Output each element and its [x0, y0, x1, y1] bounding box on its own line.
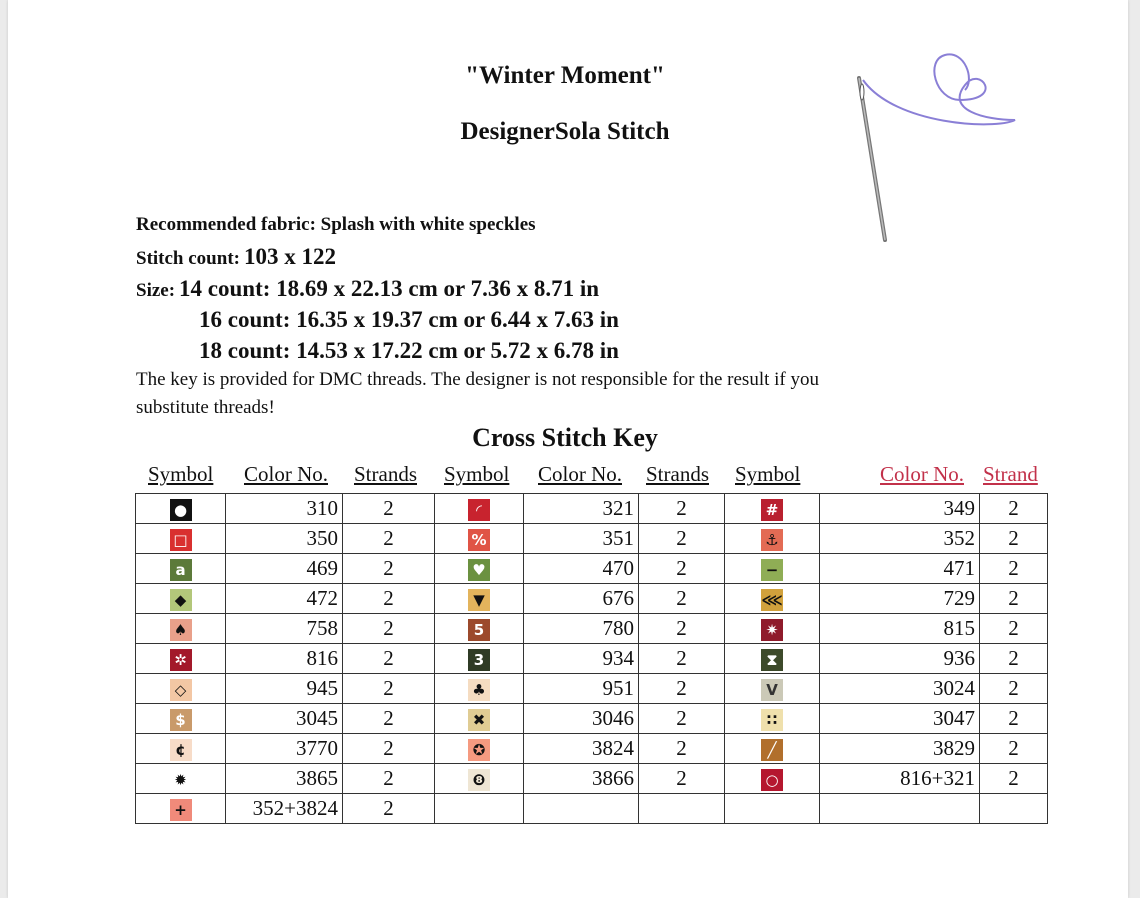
symbol-cell	[136, 554, 226, 584]
color-number-cell	[820, 794, 980, 824]
symbol-cell	[136, 764, 226, 794]
strands-cell: 2	[343, 554, 435, 584]
color-number-cell: 3866	[524, 764, 639, 794]
color-number-cell: 780	[524, 614, 639, 644]
symbol-cell	[136, 674, 226, 704]
header-color-1: Color No.	[244, 462, 328, 486]
symbol-cell	[136, 794, 226, 824]
strands-cell: 2	[343, 704, 435, 734]
stitch-symbol-icon: ◇	[170, 679, 192, 701]
symbol-cell	[136, 584, 226, 614]
color-number-cell: 472	[226, 584, 343, 614]
strands-cell: 2	[639, 494, 725, 524]
size-16-value: 16 count: 16.35 x 19.37 cm or 6.44 x 7.63 in	[199, 307, 619, 332]
stitch-symbol-icon: a	[170, 559, 192, 581]
strands-cell: 2	[980, 734, 1048, 764]
color-number-cell: 815	[820, 614, 980, 644]
thread-note	[136, 366, 996, 422]
stitch-symbol-icon: −	[761, 559, 783, 581]
header-color-2: Color No.	[538, 462, 622, 486]
symbol-cell	[725, 614, 820, 644]
stitch-symbol-icon: ✖	[468, 709, 490, 731]
strands-cell: 2	[980, 524, 1048, 554]
symbol-cell	[725, 674, 820, 704]
strands-cell: 2	[980, 764, 1048, 794]
header-symbol-3: Symbol	[735, 462, 801, 486]
strands-cell: 2	[980, 554, 1048, 584]
strands-cell: 2	[639, 584, 725, 614]
stitch-symbol-icon: ▼	[468, 589, 490, 611]
stitch-symbol-icon: #	[761, 499, 783, 521]
strands-cell: 2	[639, 734, 725, 764]
stitch-symbol-icon: ◜	[468, 499, 490, 521]
stitch-symbol-icon: ⧗	[761, 649, 783, 671]
color-number-cell: 471	[820, 554, 980, 584]
strands-cell: 2	[639, 764, 725, 794]
stitch-count-value: 103 x 122	[243, 244, 336, 269]
color-number-cell: 951	[524, 674, 639, 704]
stitch-symbol-icon: ✪	[468, 739, 490, 761]
stitch-symbol-icon: $	[170, 709, 192, 731]
cross-stitch-key-table	[135, 493, 1048, 824]
strands-cell: 2	[639, 554, 725, 584]
color-number-cell: 352+3824	[226, 794, 343, 824]
size-line-14	[136, 276, 599, 302]
symbol-cell	[435, 524, 524, 554]
color-number-cell: 3046	[524, 704, 639, 734]
strands-cell: 2	[980, 614, 1048, 644]
thread-note-line-2: substitute threads!	[136, 397, 275, 418]
stitch-symbol-icon: ♠	[170, 619, 192, 641]
color-number-cell: 945	[226, 674, 343, 704]
color-number-cell: 350	[226, 524, 343, 554]
table-row	[136, 794, 1048, 824]
stitch-symbol-icon: ❽	[468, 769, 490, 791]
table-row	[136, 554, 1048, 584]
stitch-symbol-icon: ♥	[468, 559, 490, 581]
stitch-symbol-icon: 3	[468, 649, 490, 671]
table-row	[136, 674, 1048, 704]
color-number-cell: 3047	[820, 704, 980, 734]
symbol-cell	[136, 614, 226, 644]
fabric-line: Recommended fabric: Splash with white speckles	[136, 214, 536, 235]
stitch-count-line	[136, 244, 336, 270]
strands-cell: 2	[639, 704, 725, 734]
stitch-symbol-icon: ♣	[468, 679, 490, 701]
stitch-symbol-icon: ∷	[761, 709, 783, 731]
symbol-cell	[435, 764, 524, 794]
symbol-cell	[435, 794, 524, 824]
table-row	[136, 644, 1048, 674]
color-number-cell: 676	[524, 584, 639, 614]
stitch-symbol-icon: ⚓	[761, 529, 783, 551]
color-number-cell: 310	[226, 494, 343, 524]
color-number-cell: 3045	[226, 704, 343, 734]
table-row	[136, 764, 1048, 794]
color-number-cell: 934	[524, 644, 639, 674]
symbol-cell	[136, 734, 226, 764]
table-row	[136, 584, 1048, 614]
strands-cell: 2	[343, 674, 435, 704]
stitch-symbol-icon: ✷	[761, 619, 783, 641]
strands-cell: 2	[980, 674, 1048, 704]
color-number-cell	[524, 794, 639, 824]
table-row	[136, 524, 1048, 554]
stitch-count-label: Stitch count:	[136, 248, 240, 269]
color-number-cell: 816	[226, 644, 343, 674]
size-label: Size:	[136, 280, 176, 301]
symbol-cell	[725, 794, 820, 824]
symbol-cell	[136, 704, 226, 734]
stitch-symbol-icon: ¢	[170, 739, 192, 761]
color-number-cell: 3770	[226, 734, 343, 764]
strands-cell: 2	[343, 734, 435, 764]
color-number-cell: 729	[820, 584, 980, 614]
symbol-cell	[435, 614, 524, 644]
strands-cell: 2	[343, 494, 435, 524]
stitch-symbol-icon: ●	[170, 499, 192, 521]
stitch-symbol-icon: ╱	[761, 739, 783, 761]
color-number-cell: 758	[226, 614, 343, 644]
strands-cell: 2	[343, 644, 435, 674]
stitch-symbol-icon: ○	[761, 769, 783, 791]
header-symbol-2: Symbol	[444, 462, 510, 486]
designer-line: DesignerSola Stitch	[460, 118, 670, 145]
header-color-3: Color No.	[880, 462, 964, 486]
symbol-cell	[435, 554, 524, 584]
color-number-cell: 351	[524, 524, 639, 554]
color-number-cell: 3024	[820, 674, 980, 704]
table-row	[136, 494, 1048, 524]
table-row	[136, 614, 1048, 644]
strands-cell: 2	[980, 704, 1048, 734]
stitch-symbol-icon: %	[468, 529, 490, 551]
strands-cell: 2	[980, 584, 1048, 614]
strands-cell: 2	[639, 524, 725, 554]
symbol-cell	[435, 644, 524, 674]
strands-cell: 2	[639, 614, 725, 644]
symbol-cell	[725, 554, 820, 584]
color-number-cell: 816+321	[820, 764, 980, 794]
size-18-value: 18 count: 14.53 x 17.22 cm or 5.72 x 6.78 in	[199, 338, 619, 363]
symbol-cell	[725, 644, 820, 674]
strands-cell: 2	[343, 524, 435, 554]
table-row	[136, 704, 1048, 734]
stitch-symbol-icon: ◆	[170, 589, 192, 611]
strands-cell: 2	[639, 674, 725, 704]
strands-cell: 2	[980, 494, 1048, 524]
symbol-cell	[435, 674, 524, 704]
needle-heart-icon	[835, 30, 1035, 250]
stitch-symbol-icon: ✲	[170, 649, 192, 671]
symbol-cell	[725, 734, 820, 764]
color-number-cell: 936	[820, 644, 980, 674]
color-number-cell: 470	[524, 554, 639, 584]
stitch-symbol-icon: ⋘	[761, 591, 783, 610]
color-number-cell: 3824	[524, 734, 639, 764]
stitch-symbol-icon: □	[170, 529, 192, 551]
strands-cell: 2	[639, 644, 725, 674]
strands-cell: 2	[343, 764, 435, 794]
symbol-cell	[725, 494, 820, 524]
symbol-cell	[725, 584, 820, 614]
header-strands-2: Strands	[646, 462, 709, 486]
color-number-cell: 321	[524, 494, 639, 524]
stitch-symbol-icon: V	[761, 679, 783, 701]
stitch-symbol-icon: 5	[468, 619, 490, 641]
symbol-cell	[435, 584, 524, 614]
stitch-symbol-icon: ✹	[170, 769, 192, 791]
table-row	[136, 734, 1048, 764]
color-number-cell: 469	[226, 554, 343, 584]
symbol-cell	[725, 764, 820, 794]
symbol-cell	[136, 494, 226, 524]
color-number-cell: 352	[820, 524, 980, 554]
header-symbol-1: Symbol	[148, 462, 214, 486]
symbol-cell	[136, 524, 226, 554]
strands-cell: 2	[343, 794, 435, 824]
symbol-cell	[435, 494, 524, 524]
pattern-title: "Winter Moment"	[465, 62, 665, 89]
header-strands-1: Strands	[354, 462, 417, 486]
symbol-cell	[725, 704, 820, 734]
key-title: Cross Stitch Key	[472, 423, 658, 452]
strands-cell: 2	[343, 584, 435, 614]
stitch-symbol-icon: +	[170, 799, 192, 821]
symbol-cell	[435, 704, 524, 734]
symbol-cell	[725, 524, 820, 554]
strands-cell	[980, 794, 1048, 824]
strands-cell: 2	[343, 614, 435, 644]
header-strands-3: Strand	[983, 462, 1038, 486]
strands-cell: 2	[980, 644, 1048, 674]
thread-note-line-1: The key is provided for DMC threads. The designer is not responsible for the result if you	[136, 369, 819, 390]
color-number-cell: 3865	[226, 764, 343, 794]
symbol-cell	[136, 644, 226, 674]
size-14-value: 14 count: 18.69 x 22.13 cm or 7.36 x 8.71 in	[179, 276, 599, 301]
symbol-cell	[435, 734, 524, 764]
strands-cell	[639, 794, 725, 824]
color-number-cell: 349	[820, 494, 980, 524]
color-number-cell: 3829	[820, 734, 980, 764]
